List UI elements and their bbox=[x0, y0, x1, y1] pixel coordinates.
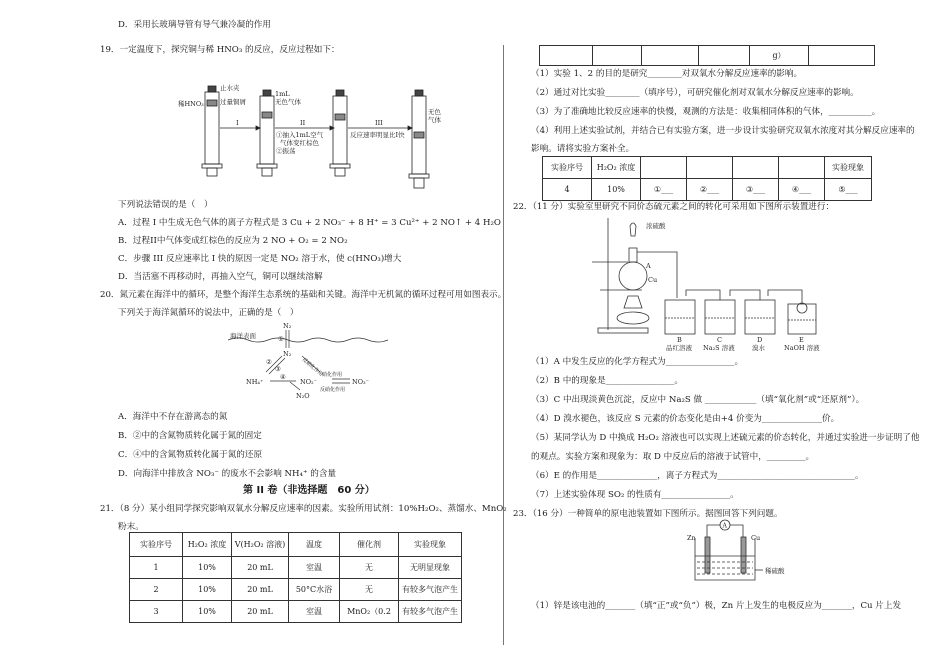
label-cu: 过量铜屑 bbox=[220, 98, 246, 106]
q21-sub-2: （2）通过对比实验________（填序号），可研究催化剂对双氧水分解反应速率的影响。 bbox=[531, 88, 859, 98]
table-row: 2 10% 20 mL 50°C水浴 无 有较多气泡产生 bbox=[130, 579, 462, 601]
bottle-c-letter: C bbox=[717, 336, 722, 344]
bottle-c-name: Na₂S 溶液 bbox=[703, 344, 735, 352]
label-acid: 稀HNO₃ bbox=[178, 100, 204, 108]
q23-stem: 23．（16 分）一种简单的原电池装置如下图所示。据图回答下列问题。 bbox=[513, 509, 783, 519]
q22-sub-5b: 的观点。实验方案和现象为：取 D 中反应后的溶液于试管中，_________。 bbox=[531, 452, 815, 462]
blank-1: ①___ bbox=[641, 179, 687, 201]
q22-sub-1: （1）A 中发生反应的化学方程式为________________。 bbox=[531, 357, 744, 367]
zn-label: Zn bbox=[687, 534, 696, 542]
bottle-b-name: 品红溶液 bbox=[666, 344, 692, 352]
blank-5: ⑤___ bbox=[825, 179, 872, 201]
step2-note2: 气体变红棕色 bbox=[280, 139, 319, 147]
blank-3: ③___ bbox=[733, 179, 779, 201]
q22-stem: 22．（11 分）实验室里研究不同价态硫元素之间的转化可采用如下图所示装置进行： bbox=[513, 202, 835, 212]
sea-surface: 海洋表面 bbox=[230, 332, 256, 340]
th-catalyst: 催化剂 bbox=[340, 533, 399, 557]
acid-label: 浓硫酸 bbox=[646, 222, 666, 230]
ammeter-icon: A bbox=[722, 522, 727, 530]
q21-sub-4b: 影响。请将实验方案补全。 bbox=[531, 144, 635, 154]
step1: I bbox=[236, 119, 239, 127]
q19-option-a: A．过程 I 中生成无色气体的离子方程式是 3 Cu + 2 NO₃⁻ + 8 H⁺ = 3 Cu²⁺ + 2 NO↑ + 4 H₂O bbox=[118, 218, 501, 228]
section-2-title: 第 II 卷（非选择题 60 分） bbox=[243, 485, 375, 496]
q22-sub-7: （7）上述实验体现 SO₂ 的性质有________________。 bbox=[531, 490, 739, 500]
n2o: N₂O bbox=[296, 392, 310, 400]
q19-option-d: D．当活塞不再移动时，再抽入空气，铜可以继续溶解 bbox=[118, 272, 323, 282]
label-2: ② bbox=[266, 358, 272, 366]
label-gas2: 无色 bbox=[428, 108, 441, 116]
table-row: 3 10% 20 mL 室温 MnO₂（0.2 有较多气泡产生 bbox=[130, 601, 462, 623]
step2-note3: ②振荡 bbox=[276, 147, 296, 155]
nitrification: 硝化作用 bbox=[322, 372, 343, 378]
q21-table-2: 实验序号 H₂O₂ 浓度 实验现象 4 10% ①___ ②___ ③___ ④___ ⑤___ bbox=[542, 156, 872, 201]
q19-stem: 19．一定温度下，探究铜与稀 HNO₃ 的反应，反应过程如下： bbox=[100, 45, 340, 55]
q20-option-d: D．向海洋中排放含 NO₃⁻ 的废水不会影响 NH₄⁺ 的含量 bbox=[118, 469, 337, 479]
column-divider bbox=[503, 45, 504, 645]
q19-question: 下列说法错误的是（ ） bbox=[118, 200, 213, 210]
flask-label: A bbox=[646, 262, 651, 270]
step2: II bbox=[300, 119, 306, 127]
q21-table bbox=[129, 532, 462, 623]
denitrification-diag: 反硝化作用 bbox=[300, 356, 324, 378]
bottle-e-letter: E bbox=[799, 336, 804, 344]
q22-sub-4: （4）D 溴水褪色，该反应 S 元素的价态变化是由+4 价变为______________价。 bbox=[531, 414, 840, 424]
bottle-e-name: NaOH 溶液 bbox=[784, 344, 820, 352]
step3: III bbox=[375, 119, 383, 127]
q21-stem-2: 粉末。 bbox=[118, 522, 144, 532]
q22-sub-5: （5）某同学认为 D 中换成 H₂O₂ 溶液也可以实现上述硫元素的价态转化，并通过实验进一步证明了他 bbox=[531, 433, 920, 443]
nh4: NH₄⁺ bbox=[246, 378, 264, 386]
q20-option-a: A．海洋中不存在游离态的氮 bbox=[118, 412, 228, 422]
q22-sub-6: （6）E 的作用是______________，离子方程式为________________________________。 bbox=[531, 471, 864, 481]
table-row: 1 10% 20 mL 室温 无 无明显现象 bbox=[130, 557, 462, 579]
cu-label: Cu bbox=[648, 276, 658, 284]
q20-option-c: C．④中的含氮物质转化属于氮的还原 bbox=[118, 450, 263, 460]
q23-sub-1: （1）锌是该电池的_______（填“正”或“负”）极，Zn 片上发生的电极反应为_______，Cu 片上发 bbox=[531, 601, 902, 611]
q22-sub-3: （3）C 中出现淡黄色沉淀，反应中 Na₂S 做 ____________（填“氧化剂”或“还原剂”）。 bbox=[531, 395, 865, 405]
table-row: 4 10% ①___ ②___ ③___ ④___ ⑤___ bbox=[543, 179, 872, 201]
nitrogen-cycle-diagram bbox=[200, 320, 420, 410]
table-row: g） bbox=[540, 46, 875, 66]
q22-sub-2: （2）B 中的现象是________________。 bbox=[531, 376, 684, 386]
q19-option-c: C．步骤 III 反应速率比 I 快的原因一定是 NO₂ 溶于水，使 c(HNO₃)增大 bbox=[118, 254, 402, 264]
q19-syringe-diagram bbox=[150, 82, 450, 192]
q21-stem-1: 21．（8 分）某小组同学探究影响双氧水分解反应速率的因素。实验所用试剂：10%H₂O₂、蒸馏水、MnO₂ bbox=[100, 504, 507, 514]
denitrification-bottom: 反硝化作用 bbox=[320, 387, 346, 393]
q21-table-continued bbox=[539, 45, 875, 66]
q20-stem-1: 20．氮元素在海洋中的循环，是整个海洋生态系统的基础和关键。海洋中无机氮的循环过程可用如图表示。 bbox=[100, 290, 507, 300]
th-phenomenon: 实验现象 bbox=[399, 533, 462, 557]
no2: NO₂⁻ bbox=[300, 378, 318, 386]
label-4: ④ bbox=[280, 373, 286, 381]
n2-top: N₂ bbox=[283, 322, 292, 330]
th-volume: V(H₂O₂ 溶液) bbox=[232, 533, 289, 557]
galvanic-cell-diagram bbox=[665, 518, 805, 588]
bottle-d-letter: D bbox=[757, 336, 763, 344]
cu-label: Cu bbox=[751, 534, 761, 542]
th-concentration: H₂O₂ 浓度 bbox=[183, 533, 232, 557]
step3-note: 反应速率明显比I快 bbox=[350, 131, 405, 139]
blank-2: ②___ bbox=[687, 179, 733, 201]
q21-sub-4: （4）利用上述实验试剂，并结合已有实验方案，进一步设计实验研究双氧水浓度对其分解反应速率的 bbox=[531, 126, 915, 136]
no3: NO₃⁻ bbox=[352, 378, 370, 386]
blank-4: ④___ bbox=[779, 179, 825, 201]
q21-sub-3: （3）为了准确地比较反应速率的快慢，观测的方法是：收集相同体积的气体，__________。 bbox=[531, 107, 881, 117]
th-temperature: 温度 bbox=[289, 533, 340, 557]
bottle-b-letter: B bbox=[677, 336, 682, 344]
bottle-d-name: 溴水 bbox=[752, 344, 765, 352]
q21-sub-1: （1）实验 1、2 的目的是研究________对双氧水分解反应速率的影响。 bbox=[531, 69, 803, 79]
q18-option-d: D．采用长玻璃导管有导气兼冷凝的作用 bbox=[118, 20, 271, 30]
electrolyte-label: 稀硫酸 bbox=[765, 567, 785, 575]
q22-apparatus-diagram bbox=[560, 212, 850, 352]
label-3: ③ bbox=[275, 365, 281, 373]
q19-option-b: B．过程II中气体变成红棕色的反应为 2 NO + O₂ = 2 NO₂ bbox=[118, 236, 348, 246]
label-gas2b: 气体 bbox=[428, 116, 441, 124]
q20-stem-2: 下列关于海洋氮循环的说法中，正确的是（ ） bbox=[118, 308, 299, 318]
q20-option-b: B．②中的含氮物质转化属于氮的固定 bbox=[118, 431, 262, 441]
n2-mid: N₂ bbox=[283, 350, 292, 358]
label-gas1: 1mL bbox=[275, 90, 290, 98]
label-1: ① bbox=[278, 335, 284, 343]
step2-note1: ①抽入1mL空气 bbox=[276, 131, 324, 139]
label-clamp: 止水夹 bbox=[220, 84, 240, 92]
th-index: 实验序号 bbox=[130, 533, 183, 557]
label-gas1b: 无色气体 bbox=[275, 98, 301, 106]
